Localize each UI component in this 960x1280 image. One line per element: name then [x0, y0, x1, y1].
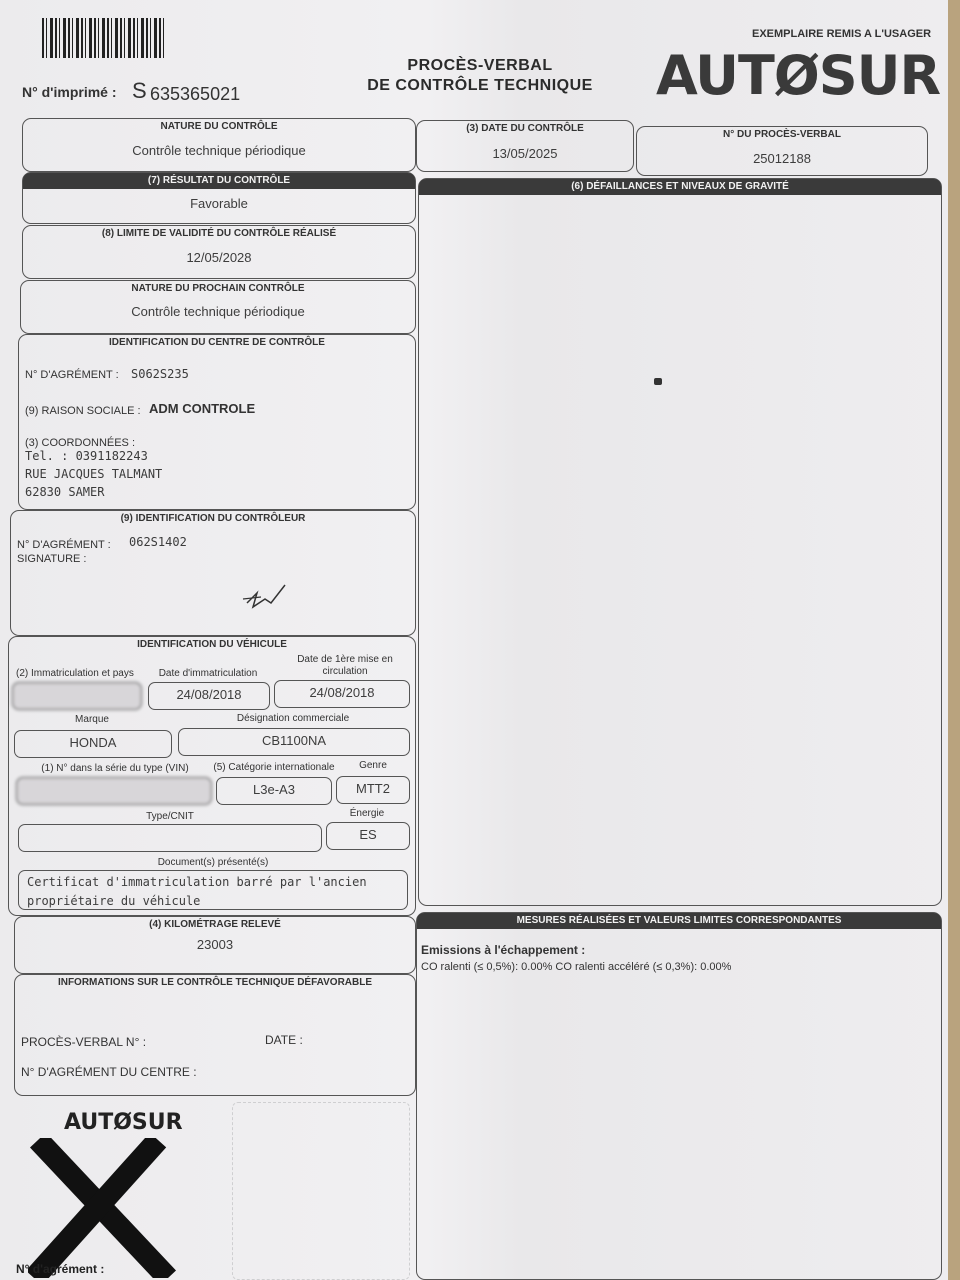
title-line-2: DE CONTRÔLE TECHNIQUE	[367, 77, 593, 94]
ct-cross-mark	[28, 1138, 178, 1278]
docs-label: Document(s) présenté(s)	[157, 857, 269, 868]
first-circ-field: 24/08/2018	[274, 680, 410, 708]
immat-field-redacted	[12, 682, 142, 710]
date-value: 13/05/2025	[492, 146, 558, 161]
energie-field: ES	[326, 822, 410, 850]
unfavorable-date-label: DATE :	[265, 1033, 303, 1047]
date-box	[416, 120, 634, 172]
next-control-box	[20, 280, 416, 334]
centre-coord-label: (3) COORDONNÉES :	[25, 437, 136, 449]
vehicle-label: IDENTIFICATION DU VÉHICULE	[137, 639, 287, 650]
nature-box	[22, 118, 416, 172]
stamp-area	[232, 1102, 410, 1280]
copy-note: EXEMPLAIRE REMIS A L'USAGER	[752, 28, 932, 40]
energie-label: Énergie	[349, 808, 385, 819]
marque-field: HONDA	[14, 730, 172, 758]
date-label: (3) DATE DU CONTRÔLE	[466, 123, 584, 134]
controleur-box	[10, 510, 416, 636]
footer-agrement-label: N° d'agrément :	[16, 1262, 105, 1276]
validity-label: (8) LIMITE DE VALIDITÉ DU CONTRÔLE RÉALISÉ	[101, 228, 337, 239]
signature-label: SIGNATURE :	[17, 553, 87, 565]
vin-label: (1) N° dans la série du type (VIN)	[41, 763, 189, 774]
vin-field-redacted	[16, 777, 212, 805]
defects-label: (6) DÉFAILLANCES ET NIVEAUX DE GRAVITÉ	[419, 179, 941, 195]
result-label: (7) RÉSULTAT DU CONTRÔLE	[23, 173, 415, 189]
type-label: Type/CNIT	[146, 811, 194, 822]
validity-box	[22, 225, 416, 279]
next-control-label: NATURE DU PROCHAIN CONTRÔLE	[131, 283, 305, 294]
next-control-value: Contrôle technique périodique	[131, 304, 305, 319]
date-immat-field: 24/08/2018	[148, 682, 270, 710]
genre-field: MTT2	[336, 776, 410, 804]
type-field	[18, 824, 322, 852]
categorie-label: (5) Catégorie internationale	[213, 762, 335, 773]
pv-number-label: N° DU PROCÈS-VERBAL	[723, 129, 841, 140]
measures-label: MESURES RÉALISÉES ET VALEURS LIMITES CORRESPONDANTES	[417, 913, 941, 929]
centre-street: RUE JACQUES TALMANT	[25, 467, 163, 481]
nature-value: Contrôle technique périodique	[132, 143, 306, 158]
unfavorable-box	[14, 974, 416, 1096]
mileage-value: 23003	[196, 937, 234, 952]
result-box	[22, 172, 416, 224]
centre-tel: Tel. : 0391182243	[25, 449, 148, 463]
centre-raison: ADM CONTROLE	[149, 401, 256, 416]
title-line-1: PROCÈS-VERBAL	[407, 57, 553, 74]
centre-agrement-label: N° D'AGRÉMENT :	[25, 369, 119, 381]
first-circ-label: Date de 1ère mise en circulation	[297, 654, 393, 677]
mileage-label: (4) KILOMÉTRAGE RELEVÉ	[149, 919, 281, 930]
controleur-agrement-label: N° D'AGRÉMENT :	[17, 539, 111, 551]
measures-title: Emissions à l'échappement :	[421, 943, 586, 957]
pv-number-box	[636, 126, 928, 176]
controleur-label: (9) IDENTIFICATION DU CONTRÔLEUR	[120, 513, 306, 524]
pv-number-value: 25012188	[753, 151, 811, 166]
result-value: Favorable	[190, 196, 248, 211]
marque-label: Marque	[75, 714, 109, 725]
date-immat-label: Date d'immatriculation	[158, 668, 258, 679]
centre-agrement: S062S235	[131, 367, 189, 381]
designation-label: Désignation commerciale	[236, 713, 350, 724]
barcode	[42, 18, 164, 58]
genre-label: Genre	[359, 760, 387, 771]
unfavorable-agrement-label: N° D'AGRÉMENT DU CENTRE :	[21, 1065, 197, 1079]
printed-number-prefix: S	[132, 78, 147, 103]
mileage-box	[14, 916, 416, 974]
centre-box	[18, 334, 416, 510]
measures-box	[416, 912, 942, 1280]
validity-value: 12/05/2028	[186, 250, 252, 265]
centre-raison-label: (9) RAISON SOCIALE :	[25, 405, 141, 417]
immat-label: (2) Immatriculation et pays	[16, 668, 134, 679]
controleur-agrement: 062S1402	[129, 535, 187, 549]
printed-number: 635365021	[150, 84, 241, 104]
signature-scribble	[241, 577, 321, 617]
centre-city: 62830 SAMER	[25, 485, 105, 499]
nature-label: NATURE DU CONTRÔLE	[160, 121, 278, 132]
autosur-logo: AUTØSUR	[656, 44, 941, 107]
unfavorable-label: INFORMATIONS SUR LE CONTRÔLE TECHNIQUE DÉFAVORABLE	[57, 977, 373, 988]
unfavorable-pv-label: PROCÈS-VERBAL N° :	[21, 1035, 147, 1049]
categorie-field: L3e-A3	[216, 777, 332, 805]
centre-label: IDENTIFICATION DU CENTRE DE CONTRÔLE	[109, 337, 325, 348]
measures-line: CO ralenti (≤ 0,5%): 0.00% CO ralenti accéléré (≤ 0,3%): 0.00%	[421, 961, 732, 973]
docs-field: Certificat d'immatriculation barré par l'ancien propriétaire du véhicule	[18, 870, 408, 910]
ink-mark	[654, 378, 662, 385]
designation-field: CB1100NA	[178, 728, 410, 756]
printed-number-label: N° d'imprimé :	[22, 84, 117, 100]
defects-box	[418, 178, 942, 906]
footer-autosur-logo: AUTØSUR	[64, 1110, 183, 1135]
document-title	[340, 56, 620, 96]
